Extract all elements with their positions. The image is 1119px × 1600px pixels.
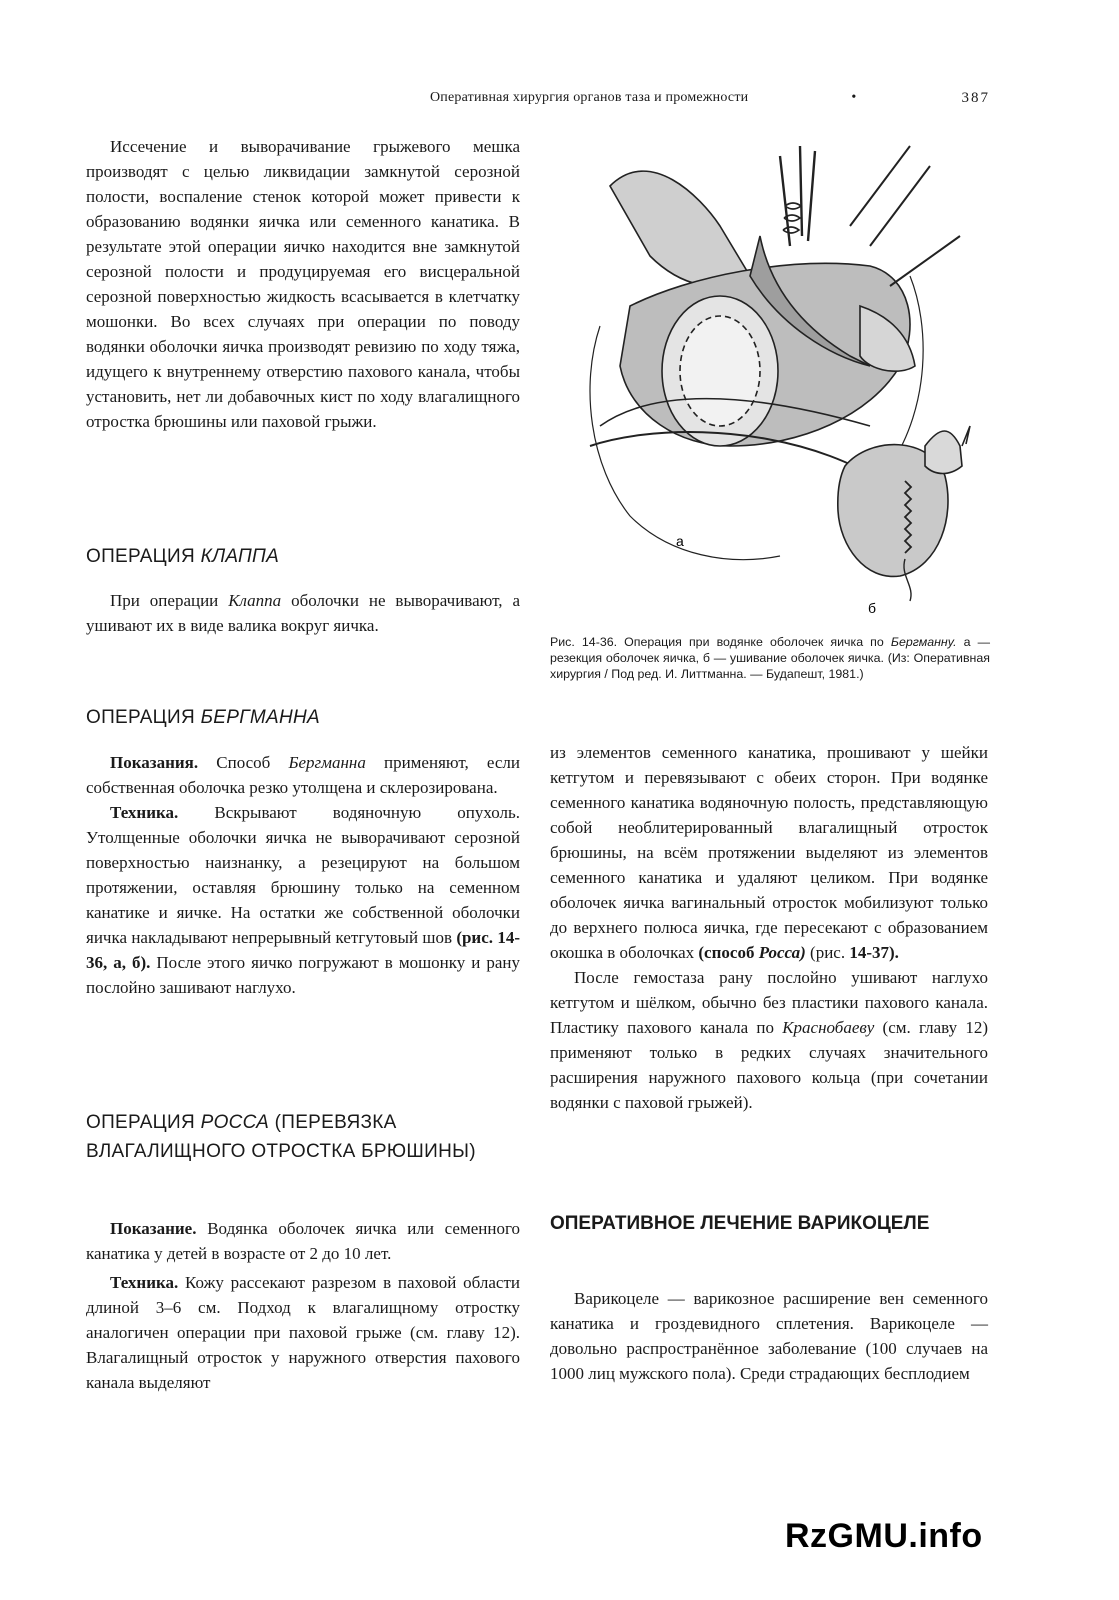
figure-label-a: а — [676, 533, 684, 549]
ross-heading-name: РОССА — [200, 1112, 270, 1133]
klapp-text-a: При операции — [110, 591, 229, 610]
bergmann-indications — [86, 750, 520, 800]
ross-heading-rest: (ПЕРЕВЯЗКА ВЛАГАЛИЩНОГО ОТРОСТКА БРЮШИНЫ) — [86, 1112, 476, 1162]
bergmann-tech-b: После этого яичко погружают в мошонку и рану послойно зашивают наглухо. — [86, 953, 520, 997]
caption-text-a: Операция при водянке оболочек яичка по — [617, 635, 891, 649]
bergmann-tech-label: Техника. — [110, 803, 179, 822]
klapp-heading — [86, 542, 520, 571]
watermark: RzGMU.info — [785, 1517, 983, 1555]
ross-ind-label: Показание. — [110, 1219, 197, 1238]
bergmann-ind-label: Показания. — [110, 753, 199, 772]
bergmann-block — [86, 750, 520, 1000]
cont-text-a: из элементов семенного канатика, прошивают у шейки кетгутом и перевязывают с обеих сторон. При водянке семенного канатика водяночную полость, представляющую собой необлитерированный влагалищный отросток брюшины, на всём протяжении выделяют из элементов семенного канатика и удаляют целиком. При водянке оболочек яичка вагинальный отросток мобилизуют только до верхнего полюса яичка, где пересекают с образованием окошка в оболочках — [550, 743, 988, 962]
figure-label-b: б — [868, 600, 877, 616]
varicocele-heading: ОПЕРАТИВНОЕ ЛЕЧЕНИЕ ВАРИКОЦЕЛЕ — [550, 1213, 930, 1234]
panel-b-drawing — [838, 426, 970, 601]
ross-ind-text: Водянка оболочек яичка или семенного канатика у детей в возрасте от 2 до 10 лет. — [86, 1219, 520, 1263]
after-text-b: (см. главу 12) применяют только в редких случаях значительного расширения наружного пахового кольца (при сочетании водянки с паховой грыжей). — [550, 1018, 988, 1112]
running-title: Оперативная хирургия органов таза и промежности — [430, 90, 749, 105]
hemostasis-paragraph — [550, 965, 988, 1115]
after-name: Краснобаеву — [782, 1018, 875, 1037]
varicocele-block — [550, 1286, 988, 1386]
running-header — [430, 86, 990, 110]
page-number: 387 — [961, 89, 990, 106]
intro-paragraph: Иссечение и выворачивание грыжевого мешка производят с целью ликвидации замкнутой серозной полости, воспаление стенок которой может привести к образованию водянки яичка или семенного канатика. В результате этой операции яичко находится вне замкнутой серозной полости и продуцируемая его висцеральной серозной поверхностью жидкость всасывается в клетчатку мошонки. Во всех случаях при операции по поводу водянки оболочки яичка производят ревизию по ходу тяжа, идущего к внутреннему отверстию пахового канала, чтобы установить, нет ли добавочных кист по ходу влагалищного отростка брюшины или паховой грыжи. — [86, 137, 520, 431]
ross-indication — [86, 1216, 520, 1266]
klapp-text-b: оболочки не выворачивают, а ушивают их в виде валика вокруг яичка. — [86, 591, 520, 635]
ross-technique — [86, 1270, 520, 1395]
caption-name: Бергманну. — [890, 635, 957, 649]
bergmann-heading-prefix: ОПЕРАЦИЯ — [86, 707, 201, 728]
bergmann-heading-name: БЕРГМАННА — [200, 707, 320, 728]
ross-heading-prefix: ОПЕРАЦИЯ — [86, 1112, 201, 1133]
bergmann-tech-a: Вскрывают водяночную опухоль. Утолщенные оболочки яичка не выворачивают серозной поверхностью наизнанку, а резецируют на большом протяжении, оставляя брюшину только на семенном канатике и яичке. На остатки же собственной оболочки яичка накладывают непрерывный кетгутовый шов — [86, 803, 520, 947]
bergmann-heading — [86, 703, 520, 732]
ross-tech-text: Кожу рассекают разрезом в паховой области длиной 3–6 см. Подход к влагалищному отростку аналогичен операции при паховой грыже (см. главу 12). Влагалищный отросток у наружного отверстия пахового канала выделяют — [86, 1273, 520, 1392]
caption-label: Рис. 14-36. — [550, 635, 618, 649]
cont-ref-a: (способ — [698, 943, 759, 962]
cont-ref-b: (рис. — [805, 943, 850, 962]
ross-tech-label: Техника. — [110, 1273, 179, 1292]
figure-caption — [550, 634, 990, 682]
bergmann-ind-name: Бергманна — [288, 753, 366, 772]
ross-block — [86, 1216, 520, 1395]
varicocele-paragraph: Варикоцеле — варикозное расширение вен семенного канатика и гроздевидного сплетения. Варикоцеле — довольно распространённое заболевание (100 случаев на 1000 лиц мужского пола). Среди страдающих бесплодием — [550, 1289, 988, 1383]
surgery-illustration — [570, 126, 990, 626]
header-bullet: • — [851, 90, 857, 105]
klapp-paragraph — [86, 588, 520, 638]
ross-heading — [86, 1108, 520, 1166]
cont-ref-name: Росса) — [758, 943, 806, 962]
bergmann-technique — [86, 800, 520, 1000]
klapp-heading-prefix: ОПЕРАЦИЯ — [86, 546, 201, 567]
cont-ref-num: 14-37). — [849, 943, 899, 962]
bergmann-ind-b: применяют, если собственная оболочка резко утолщена и склерозирована. — [86, 753, 520, 797]
after-text-a: После гемостаза рану послойно ушивают наглухо кетгутом и шёлком, обычно без пластики пахового канала. Пластику пахового канала по — [550, 968, 988, 1037]
klapp-name: Клаппа — [228, 591, 282, 610]
klapp-block — [86, 588, 520, 638]
ross-continuation — [550, 740, 988, 965]
figure-14-36 — [570, 126, 990, 626]
right-continuation-block — [550, 740, 988, 1115]
klapp-heading-name: КЛАППА — [200, 546, 280, 567]
bergmann-ind-a: Способ — [198, 753, 289, 772]
bergmann-fig-ref: (рис. 14-36, а, б). — [86, 928, 520, 972]
caption-text-b: а — резекция оболочек яичка, б — ушивание оболочек яичка. (Из: Оперативная хирургия / Под ред. И. Литтманна. — Будапешт, 1981.) — [550, 635, 990, 681]
left-intro-block — [86, 134, 520, 434]
